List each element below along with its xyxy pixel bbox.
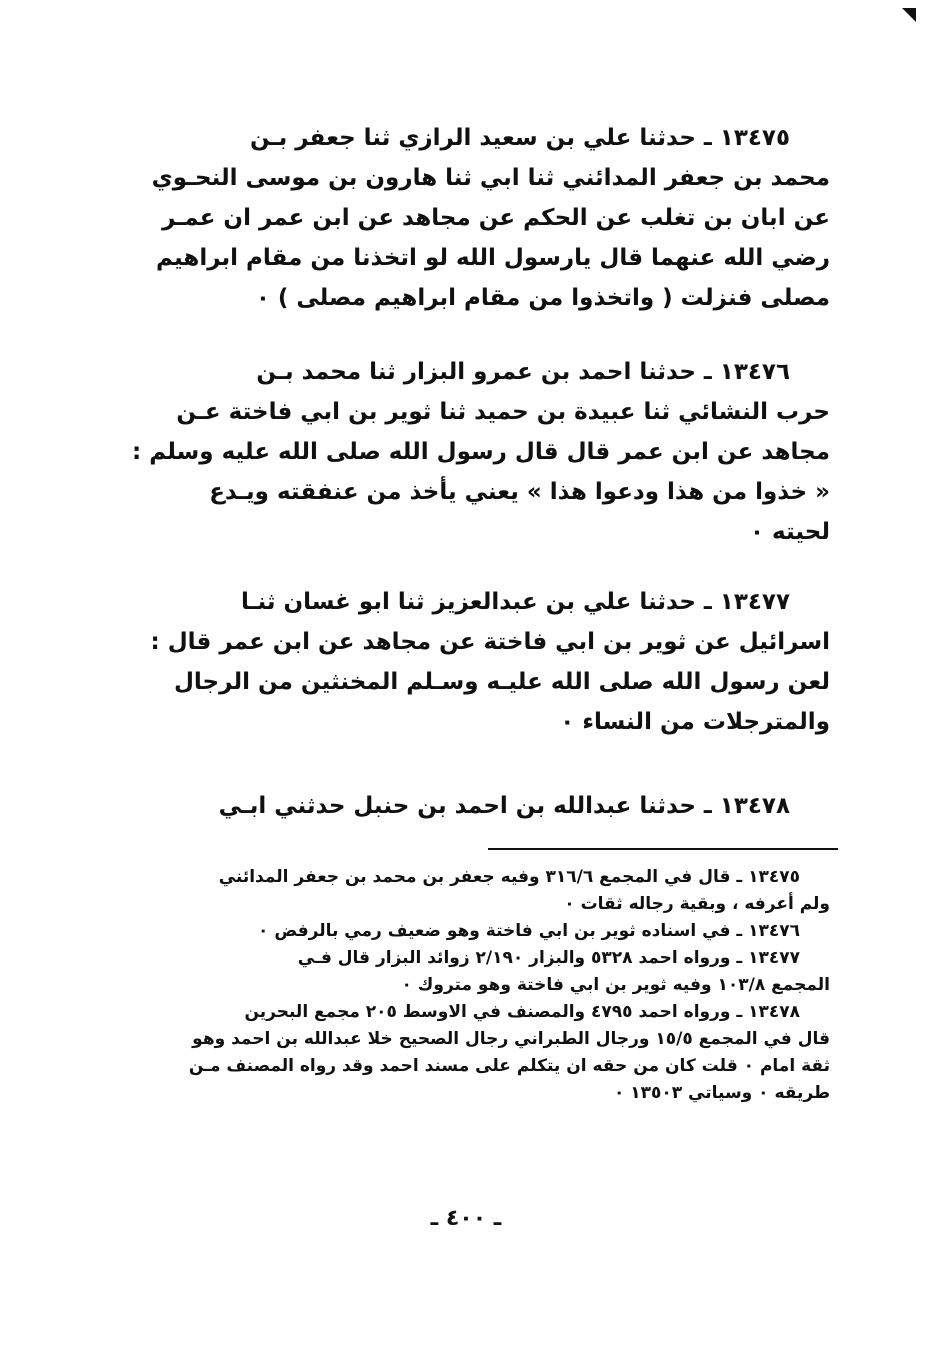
entry-line: اسرائيل عن ثوير بن ابي فاختة عن مجاهد عن ابن عمر قال : [150, 629, 830, 655]
footnote-line: ١٣٤٧٨ ـ ورواه احمد ٤٧٩٥ والمصنف في الاوسط ٢٠٥ مجمع البحرين [244, 1002, 800, 1022]
entry-line: ١٣٤٧٨ ـ حدثنا عبدالله بن احمد بن حنبل حدثني ابـي [218, 793, 790, 819]
footnote-line: ثقة امام ٠ قلت كان من حقه ان يتكلم على مسند احمد وقد رواه المصنف مـن [188, 1056, 830, 1076]
entry-line: والمترجلات من النساء ٠ [560, 709, 830, 735]
hadith-entry [110, 786, 830, 826]
entry-line: رضي الله عنهما قال يارسول الله لو اتخذنا من مقام ابراهيم [155, 245, 830, 271]
hadith-entry [110, 118, 830, 318]
entry-line: لحيته ٠ [750, 519, 830, 545]
footnote-line: المجمع ١٠٣/٨ وفيه ثوير بن ابي فاختة وهو متروك ٠ [401, 975, 830, 995]
entry-line: ١٣٤٧٥ ـ حدثنا علي بن سعيد الرازي ثنا جعفر بـن [250, 125, 790, 151]
entry-line: ١٣٤٧٧ ـ حدثنا علي بن عبدالعزيز ثنا ابو غسان ثنـا [240, 589, 790, 615]
entry-line: ١٣٤٧٦ ـ حدثنا احمد بن عمرو البزار ثنا محمد بـن [256, 359, 790, 385]
entry-line: عن ابان بن تغلب عن الحكم عن مجاهد عن ابن عمر ان عمـر [162, 205, 830, 231]
footnote-line: ١٣٤٧٥ ـ قال في المجمع ٣١٦/٦ وفيه جعفر بن محمد بن جعفر المدائني [218, 867, 800, 887]
entry-line: مصلى فنزلت ( واتخذوا من مقام ابراهيم مصلى ) ٠ [255, 285, 830, 311]
hadith-entry [110, 352, 830, 552]
footnote [130, 999, 830, 1107]
entry-line: لعن رسول الله صلى الله عليـه وسـلم المخنثين من الرجال [173, 669, 830, 695]
footnotes [130, 864, 830, 1107]
entry-line: مجاهد عن ابن عمر قال قال رسول الله صلى الله عليه وسلم : [132, 439, 830, 465]
entry-line: حرب النشائي ثنا عبيدة بن حميد ثنا ثوير بن ابي فاختة عـن [176, 399, 830, 425]
hadith-entry [110, 582, 830, 742]
entry-line: محمد بن جعفر المدائني ثنا ابي ثنا هارون بن موسى النحـوي [151, 165, 830, 191]
footnote-line: ١٣٤٧٦ ـ في اسناده ثوير بن ابي فاختة وهو ضعيف رمي بالرفض ٠ [258, 921, 800, 941]
footnote [130, 864, 830, 918]
footnote-line: قال في المجمع ١٥/٥ ورجال الطبراني رجال الصحيح خلا عبدالله بن احمد وهو [192, 1029, 830, 1049]
footnote-line: ولم أعرفه ، وبقية رجاله ثقات ٠ [564, 894, 830, 914]
footnote-divider [488, 848, 838, 850]
footnote [130, 918, 830, 945]
entry-line: « خذوا من هذا ودعوا هذا » يعني يأخذ من عنفقته ويـدع [209, 479, 830, 505]
page-number: ـ ٤٠٠ ـ [430, 1206, 502, 1231]
corner-triangle-icon [902, 8, 916, 22]
footnote-line: ١٣٤٧٧ ـ ورواه احمد ٥٣٢٨ والبزار ٢/١٩٠ زوائد البزار قال فـي [297, 948, 800, 968]
footnote [130, 945, 830, 999]
footnote-line: طريقه ٠ وسياتي ١٣٥٠٣ ٠ [613, 1083, 830, 1103]
